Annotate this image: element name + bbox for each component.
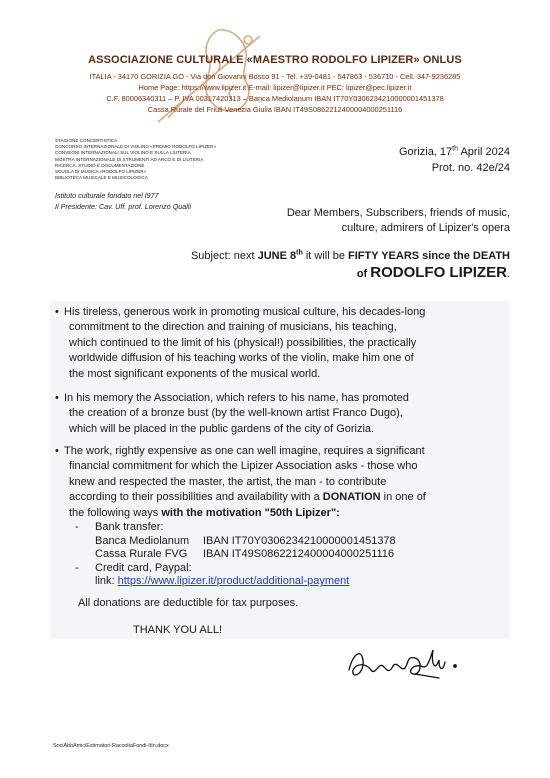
date-suffix: April 2024: [458, 146, 510, 158]
p3-text: in one of: [380, 491, 426, 504]
motivation-text: with the motivation "50th Lipizer":: [161, 506, 340, 519]
subject-highlight: FIFTY YEARS since the DEATH: [348, 250, 510, 262]
p1-line: commitment to the direction and training of musicians, his teaching,: [69, 321, 397, 334]
footer-filename: SociAbbAmiciEstimatori-RaccoltaFondi-ItIn.docx: [53, 743, 169, 749]
date-prefix: Gorizia, 17: [398, 146, 453, 158]
bullet: •: [55, 306, 59, 318]
activity-line: RICERCA, STUDIO E DOCUMENTAZIONE: [55, 162, 145, 168]
founded-note: Istituto culturale fondato nel l977: [55, 191, 159, 200]
subject-mid: it will be: [302, 250, 349, 262]
bank2-name: Cassa Rurale FVG: [95, 548, 188, 561]
header-address: ITALIA - 34170 GORIZIA GO - Via don Giovanni Bosco 91 - Tel. +39-0481 - 547863 - 536710 - Cell. 347-9236285: [89, 72, 461, 81]
subject-of: of: [356, 268, 371, 280]
greeting-line-1: Dear Members, Subscribers, friends of music,: [286, 207, 510, 219]
subject-date: JUNE 8: [257, 250, 297, 262]
header-bank2: Cassa Rurale del Friuli Venezia Giulia IBAN IT49S0862212400004000251116: [147, 105, 403, 114]
dash: -: [75, 561, 79, 574]
bank2-iban: IBAN IT49S0862212400004000251116: [203, 548, 395, 561]
p1-line: which continued to the limit of his (physical!) possibilities, the practically: [69, 336, 417, 349]
bullet: •: [55, 445, 59, 457]
paragraph-2: [55, 391, 505, 437]
payment-methods: [75, 521, 396, 589]
p2-line: In his memory the Association, which refers to his name, has promoted: [64, 392, 409, 404]
subject-date-sup: th: [296, 249, 303, 257]
bank1-iban: IBAN IT70Y0306234210000001451378: [203, 534, 396, 547]
tax-note: All donations are deductible for tax purposes.: [78, 597, 299, 609]
p1-line: the most significant exponents of the musical world.: [69, 367, 321, 380]
paragraph-1: [55, 305, 505, 382]
subject-line-1: [191, 250, 510, 262]
date-sup: th: [452, 145, 459, 153]
p3-line: The work, rightly expensive as one can well imagine, requires a significant: [64, 445, 425, 457]
p3-text: according to their possibilities and availability with a: [69, 491, 323, 504]
thanks-line: THANK YOU ALL!: [133, 624, 223, 636]
bank-transfer-label: Bank transfer:: [95, 521, 164, 533]
header-web-email: Home Page: https://www.lipizer.it E-mail: lipizer@lipizer.it PEC: lipizer@pec.lipizer.it: [138, 83, 412, 92]
president-note: Il Presidente: Cav. Uff. prof. Lorenzo Qualli: [55, 202, 192, 211]
activity-line: MOSTRA INTERNAZIONALE DI STRUMENTI AD ARCO E DI LIUTERIA: [55, 156, 204, 162]
org-name: ASSOCIAZIONE CULTURALE «MAESTRO RODOLFO LIPIZER» ONLUS: [88, 54, 462, 66]
donation-word: DONATION: [322, 491, 381, 504]
subject-line-2: [357, 264, 510, 281]
p3-line: [55, 506, 505, 521]
p3-text: the following ways: [69, 506, 162, 519]
bank1-name: Banca Mediolanum: [95, 534, 190, 547]
activity-line: BIBLIOTECA MUSICALE E MUSICOLOGICA: [55, 175, 148, 181]
dash: -: [75, 521, 79, 533]
p3-line: [55, 490, 505, 505]
p3-line: knew and respected the master, the artist, the man - to contribute: [69, 475, 387, 488]
protocol-number: Prot. no. 42e/24: [431, 162, 510, 174]
activities-list: [55, 138, 245, 181]
p2-line: which will be placed in the public gardens of the city of Gorizia.: [69, 422, 375, 435]
subject-period: .: [506, 268, 510, 280]
activity-line: CONVEGNI INTERNAZIONALI SUL VIOLINO E SULLA LIUTERIA: [55, 150, 191, 156]
p3-line: financial commitment for which the Lipizer Association asks - those who: [69, 460, 418, 473]
activity-line: SCUOLA DI MUSICA «RODOLFO LIPIZER»: [55, 169, 147, 175]
activity-line: STAGIONE CONCERTISTICA: [55, 138, 118, 143]
subject-name: RODOLFO LIPIZER: [370, 264, 507, 281]
p2-line: the creation of a bronze bust (by the well-known artist Franco Dugo),: [69, 407, 403, 420]
subject-prefix: Subject: next: [190, 250, 258, 262]
link-label: link:: [95, 575, 118, 588]
paragraph-3: [55, 444, 505, 521]
header-tax-bank: C.F. 80006340311 – P. IVA 00317420313 – Banca Mediolanum IBAN IT70Y0306234210000001451378: [106, 94, 444, 103]
bullet: •: [55, 392, 59, 404]
card-label: Credit card, Paypal:: [95, 561, 192, 574]
greeting-line-2: culture, admirers of Lipizer's opera: [341, 222, 510, 234]
payment-link[interactable]: https://www.lipizer.it/product/additional-payment: [117, 575, 350, 588]
p1-line: worldwide diffusion of his teaching works of the violin, make him one of: [69, 352, 414, 365]
signature-icon: [343, 640, 463, 688]
letter-date: [399, 146, 510, 158]
activity-line: CONCORSO INTERNAZIONALE DI VIOLINO «PREMIO RODOLFO LIPIZER»: [55, 144, 217, 150]
p1-line: His tireless, generous work in promoting musical culture, his decades-long: [64, 306, 426, 318]
